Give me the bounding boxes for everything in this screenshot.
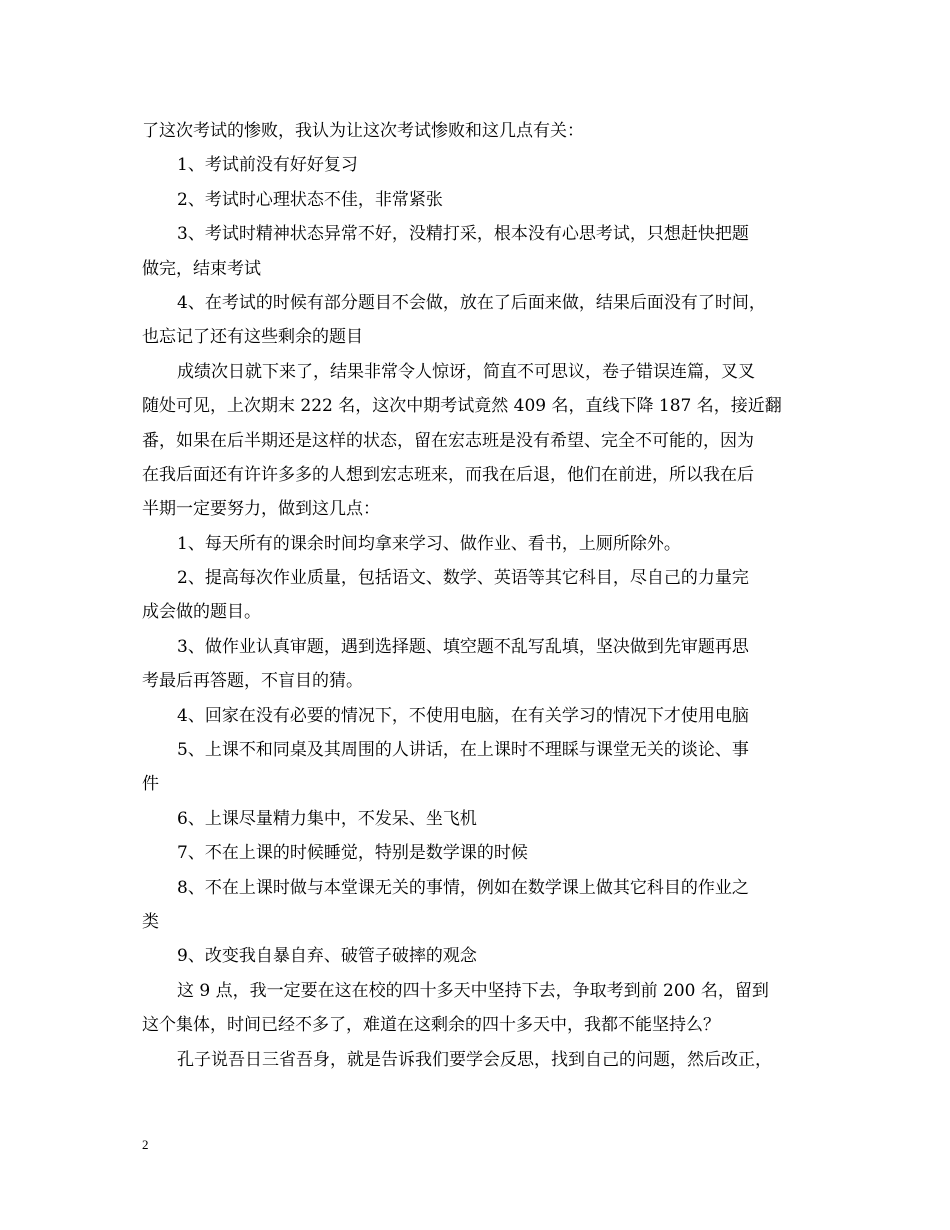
text-line: 这个集体，时间已经不多了，难道在这剩余的四十多天中，我都不能坚持么？ (142, 1015, 720, 1036)
text-line: 半期一定要努力，做到这几点： (142, 499, 380, 520)
text-line: 4、在考试的时候有部分题目不会做，放在了后面来做，结果后面没有了时间， (177, 292, 766, 313)
text-line: 做完，结束考试 (142, 258, 261, 279)
text-line: 也忘记了还有这些剩余的题目 (142, 327, 363, 348)
text-line: 了这次考试的惨败，我认为让这次考试惨败和这几点有关： (142, 121, 584, 141)
text-line: 成会做的题目。 (142, 602, 261, 623)
text-line: 3、考试时精神状态异常不好，没精打采，根本没有心思考试，只想赶快把题 (177, 224, 749, 245)
text-line: 1、考试前没有好好复习 (177, 155, 358, 176)
page-number: 2 (142, 1137, 149, 1152)
text-line: 4、回家在没有必要的情况下，不使用电脑，在有关学习的情况下才使用电脑 (177, 705, 749, 726)
text-line: 2、考试时心理状态不佳，非常紧张 (177, 189, 443, 210)
text-line: 这 9 点，我一定要在这在校的四十多天中坚持下去，争取考到前 200 名，留到 (177, 980, 769, 1001)
text-line: 类 (142, 911, 159, 932)
text-line: 番，如果在后半期还是这样的状态，留在宏志班是没有希望、完全不可能的，因为 (142, 430, 754, 451)
text-line: 件 (142, 774, 159, 795)
text-line: 5、上课不和同桌及其周围的人讲话，在上课时不理睬与课堂无关的谈论、事 (177, 740, 749, 761)
text-line: 6、上课尽量精力集中，不发呆、坐飞机 (177, 808, 477, 829)
text-line: 3、做作业认真审题，遇到选择题、填空题不乱写乱填，坚决做到先审题再思 (177, 636, 749, 657)
text-line: 随处可见，上次期末 222 名，这次中期考试竟然 409 名，直线下降 187 名，接近翻 (142, 396, 782, 417)
text-line: 考最后再答题，不盲目的猜。 (142, 671, 363, 692)
text-line: 孔子说吾日三省吾身，就是告诉我们要学会反思，找到自己的问题，然后改正， (177, 1049, 772, 1070)
text-line: 7、不在上课的时候睡觉，特别是数学课的时候 (177, 843, 528, 864)
text-line: 2、提高每次作业质量，包括语文、数学、英语等其它科目，尽自己的力量完 (177, 568, 749, 589)
body-text (142, 114, 822, 1077)
text-line: 8、不在上课时做与本堂课无关的事情，例如在数学课上做其它科目的作业之 (177, 877, 749, 898)
text-line: 9、改变我自暴自弃、破管子破摔的观念 (177, 946, 477, 967)
text-line: 成绩次日就下来了，结果非常令人惊讶，简直不可思议，卷子错误连篇，叉叉 (177, 361, 755, 382)
text-line: 在我后面还有许许多多的人想到宏志班来，而我在后退，他们在前进，所以我在后 (142, 464, 754, 485)
text-line: 1、每天所有的课余时间均拿来学习、做作业、看书，上厕所除外。 (177, 533, 681, 554)
